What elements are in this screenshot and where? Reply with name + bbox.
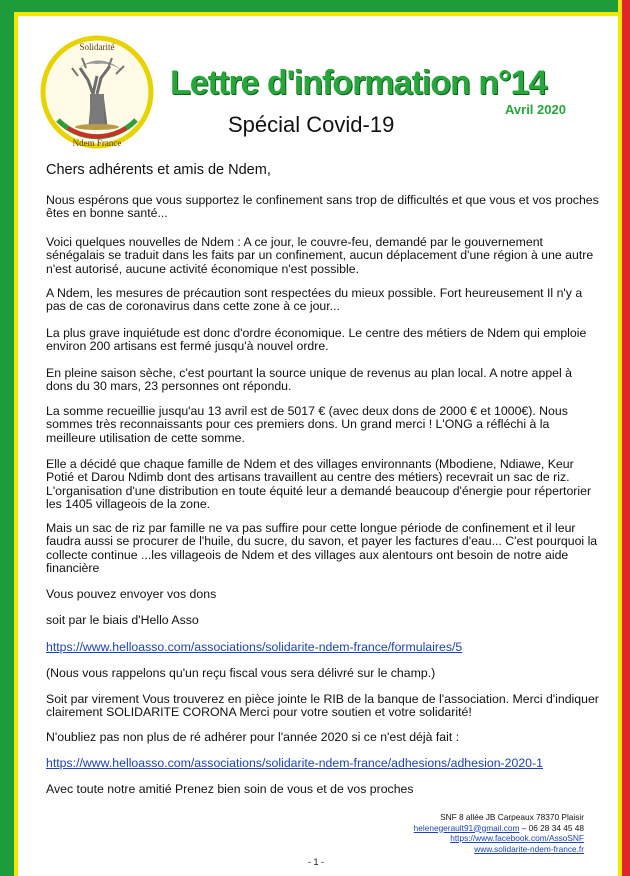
helloasso-donation-link[interactable]: https://www.helloasso.com/associations/solidarite-ndem-france/formulaires/5 — [46, 640, 463, 654]
paragraph-4: La plus grave inquiétude est donc d'ordre économique. Le centre des métiers de Ndem qui emploie environ 200 artisans est fermé jusqu'à nouvel ordre. — [46, 326, 587, 354]
footer-email-link[interactable]: helenegerault91@gmail.com — [413, 822, 520, 833]
paragraph-10: soit par le biais d'Hello Asso — [46, 613, 199, 627]
newsletter-date: Avril 2020 — [505, 102, 566, 117]
footer-contact — [414, 812, 584, 854]
paragraph-5: En pleine saison sèche, c'est pourtant la source unique de revenus au plan local. A notre appel à dons du 30 mars, 23 personnes ont répondu. — [46, 366, 573, 394]
border-stripe-red — [622, 0, 630, 876]
page-number: - 1 - — [308, 857, 325, 867]
footer-website-link[interactable]: www.solidarite-ndem-france.fr — [474, 843, 584, 854]
footer-facebook-link[interactable]: https://www.facebook.com/AssoSNF — [450, 833, 584, 843]
greeting: Chers adhérents et amis de Ndem, — [46, 162, 271, 178]
border-stripe-green — [0, 0, 14, 876]
paragraph-13: N'oubliez pas non plus de ré adhérer pour l'année 2020 si ce n'est déjà fait : — [46, 730, 460, 744]
paragraph-8: Mais un sac de riz par famille ne va pas suffire pour cette longue période de confinement et il leur faudra aussi se procurer de l'huile, du sucre, du savon, et payer les factures d'eau... C'est pourquoi la collecte continue ...les villageois de Ndem et des villages aux alentours ont besoin de notre aide financière — [46, 521, 598, 576]
association-logo — [38, 28, 156, 156]
paragraph-9: Vous pouvez envoyer vos dons — [46, 587, 217, 601]
paragraph-12: Soit par virement Vous trouverez en pièce jointe le RIB de la banque de l'association. Merci d'indiquer clairement SOLIDARITE CORONA Merci pour votre soutien et votre solidarité! — [46, 692, 599, 720]
newsletter-title: Lettre d'information n°14 — [170, 64, 547, 102]
paragraph-11: (Nous vous rappelons qu'un reçu fiscal vous sera délivré sur le champ.) — [46, 666, 436, 680]
footer-email-phone — [414, 823, 584, 834]
logo-text-bottom: Ndem France — [72, 138, 122, 148]
paragraph-3: A Ndem, les mesures de précaution sont respectées du mieux possible. Fort heureusement Il n'y a pas de cas de coronavirus dans cette zone à ce jour... — [46, 286, 583, 314]
footer-address: SNF 8 allée JB Carpeaux 78370 Plaisir — [440, 812, 584, 822]
footer-phone: – 06 28 34 45 48 — [519, 822, 584, 833]
border-stripe-yellow-top — [14, 12, 630, 16]
logo-text-top: Solidarité — [79, 42, 115, 52]
helloasso-membership-link[interactable]: https://www.helloasso.com/associations/solidarite-ndem-france/adhesions/adhesion-2020-1 — [46, 756, 543, 770]
paragraph-6: La somme recueillie jusqu'au 13 avril est de 5017 € (avec deux dons de 2000 € et 1000€). Nous sommes très reconnaissants pour ces premiers dons. Un grand merci ! L'ONG a réfléchi à la meilleure utilisation de cette somme. — [46, 404, 568, 445]
paragraph-1: Nous espérons que vous supportez le confinement sans trop de difficultés et que vous et vos proches êtes en bonne santé... — [46, 193, 599, 221]
border-stripe-green-top — [0, 0, 630, 12]
paragraph-7: Elle a décidé que chaque famille de Ndem et des villages environnants (Mbodiene, Ndiawe, Keur Potié et Darou Ndimb dont des artisans travaillent au centre des métiers) recevrait un sac de riz. L'organisation d'une distribution en toute équité leur a demandé beaucoup d'énergie pour répertorier les 1405 villageois de la zone. — [46, 457, 592, 512]
paragraph-14: Avec toute notre amitié Prenez bien soin de vous et de vos proches — [46, 782, 414, 796]
border-stripe-yellow — [14, 12, 18, 876]
newsletter-subtitle: Spécial Covid-19 — [228, 112, 395, 137]
paragraph-2: Voici quelques nouvelles de Ndem : A ce jour, le couvre-feu, demandé par le gouvernement sénégalais se traduit dans les faits par un confinement, aucun déplacement d'une région à une autre n'est autorisé, aucune activité économique n'est possible. — [46, 235, 594, 276]
